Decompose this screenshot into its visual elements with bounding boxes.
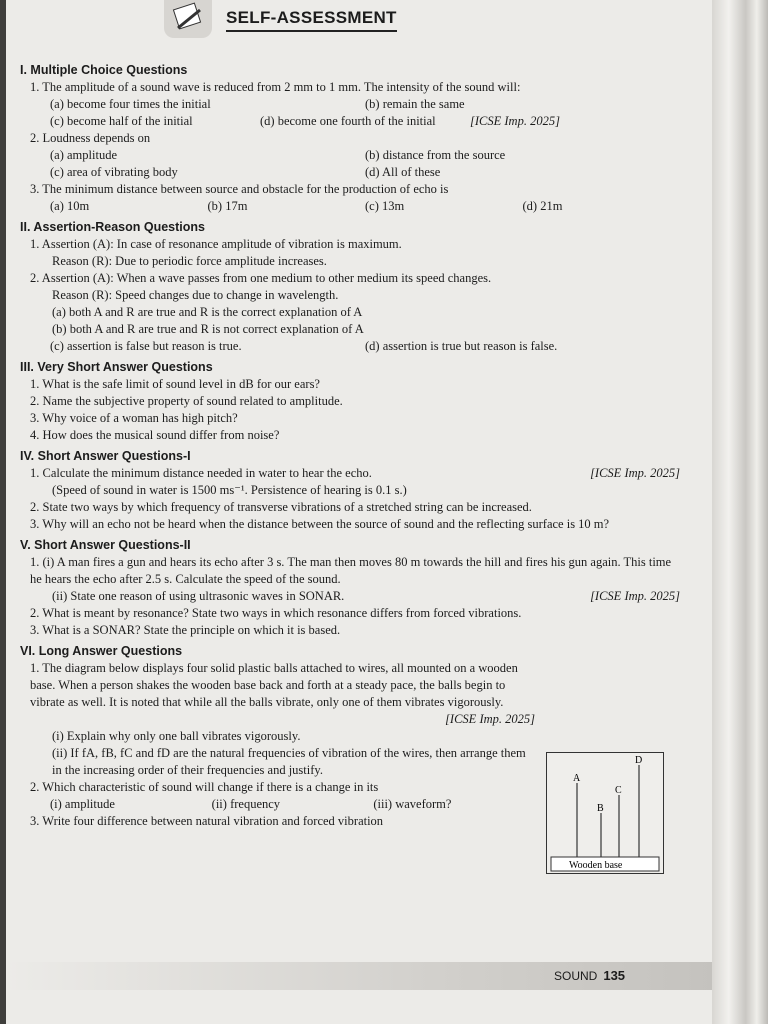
- textbook-page: [6, 0, 718, 1024]
- short-answer-1-list: [ICSE Imp. 2025] 1. Calculate the minimum distance needed in water to hear the echo. (Speed of sound in water is 1500 ms⁻¹. Persistence of hearing is 0.1 s.) 2. State two ways by which frequency of transverse vibrations of a stretched string can be increased. 3. Why will an echo not be heard when the distance between the source of sound and the reflecting surface is 10 m?: [30, 466, 680, 531]
- long-answer-list: 1. The diagram below displays four solid plastic balls attached to wires, all mounted on a wooden base. When a person shakes the wooden base back and forth at a steady pace, the balls begin to vibrate as well. It is noted that while all the balls vibrate, only one of them vibrates vigorously. [ICSE Imp. 2025] (i) Explain why only one ball vibrates vigorously. (ii) If fA, fB, fC and fD are the natural frequencies of vibration of the wires, then arrange them in the increasing order of their frequencies and justify. 2. Which characteristic of sound will change if there is a change in its (i) amplitude (ii) frequency (iii) waveform? 3. Write four difference between natural vibration and forced vibration: [30, 661, 535, 828]
- page-number: 135: [603, 968, 626, 983]
- label-d: D: [635, 755, 643, 766]
- page-edges: [712, 0, 768, 1024]
- resonance-diagram: [546, 752, 664, 874]
- label-a: A: [573, 773, 581, 784]
- assertion-question-2: 2. Assertion (A): When a wave passes from one medium to other medium its speed changes. Reason (R): Speed changes due to change in wavelength. (a) both A and R are true and R is the correct explanation of A (b) both A and R are true and R is not correct explanation of A (c) assertion is false but reason is true. (d) assertion is true but reason is false.: [30, 271, 558, 353]
- mcq-question-2: 2. Loudness depends on (a) amplitude (b) distance from the source (c) area of vibrating body (d) All of these: [30, 131, 506, 179]
- long-answer-heading: VI. Long Answer Questions: [20, 644, 183, 658]
- section-header: [164, 0, 414, 46]
- questions-content: [20, 58, 680, 830]
- short-answer-2-list: 1. (i) A man fires a gun and hears its echo after 3 s. The man then moves 80 m towards the hill and fires his gun again. This time he hears the echo after 2.5 s. Calculate the speed of the sound. [ICSE Imp. 2025] (ii) State one reason of using ultrasonic waves in SONAR. 2. What is meant by resonance? State two ways in which resonance differs from forced vibrations. 3. What is a SONAR? State the principle on which it is based.: [30, 555, 680, 637]
- page-footer: [554, 968, 625, 983]
- mcq-heading: I. Multiple Choice Questions: [20, 63, 188, 77]
- wooden-base-label: Wooden base: [569, 860, 623, 871]
- label-c: C: [615, 785, 622, 796]
- very-short-heading: III. Very Short Answer Questions: [20, 360, 213, 374]
- pencil-paper-icon: [164, 0, 212, 38]
- assertion-question-1: 1. Assertion (A): In case of resonance amplitude of vibration is maximum. Reason (R): Due to periodic force amplitude increases.: [30, 237, 402, 268]
- mcq-question-1: 1. The amplitude of a sound wave is reduced from 2 mm to 1 mm. The intensity of the sound will: (a) become four times the initial (b) remain the same (c) become half of the initial (d) become one fourth of the initial [ICSE Imp. 2025]: [30, 80, 560, 128]
- mcq-question-3: 3. The minimum distance between source and obstacle for the production of echo is (a) 10m (b) 17m (c) 13m (d) 21m: [30, 182, 563, 213]
- short-answer-1-heading: IV. Short Answer Questions-I: [20, 449, 191, 463]
- page-title: SELF-ASSESSMENT: [226, 8, 397, 32]
- label-b: B: [597, 803, 604, 814]
- assertion-heading: II. Assertion-Reason Questions: [20, 220, 205, 234]
- chapter-name: SOUND: [554, 969, 598, 983]
- short-answer-2-heading: V. Short Answer Questions-II: [20, 538, 191, 552]
- very-short-list: 1. What is the safe limit of sound level in dB for our ears? 2. Name the subjective property of sound related to amplitude. 3. Why voice of a woman has high pitch? 4. How does the musical sound differ from noise?: [30, 377, 343, 442]
